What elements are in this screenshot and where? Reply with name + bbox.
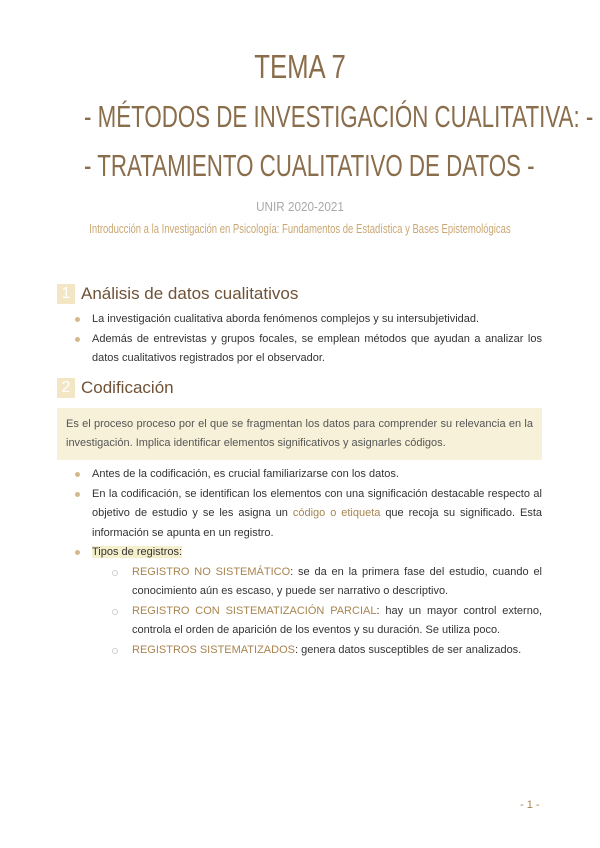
bullet-dot-icon xyxy=(75,492,80,497)
highlighted-text: Tipos de registros: xyxy=(92,546,183,558)
registro-name: REGISTRO NO SISTEMÁTICO xyxy=(132,565,291,578)
course-name: Introducción a la Investigación en Psicología: Fundamentos de Estadística y Bases Epistemológicas xyxy=(89,222,511,236)
circle-bullet-icon xyxy=(112,648,118,654)
registro-name: REGISTRO CON SISTEMATIZACIÓN PARCIAL xyxy=(132,604,377,617)
section-title: Análisis de datos cualitativos xyxy=(81,284,299,303)
section-number: 2 xyxy=(57,378,75,398)
list-item: La investigación cualitativa aborda fenómenos complejos y su intersubjetividad. xyxy=(75,310,542,330)
section-2-list xyxy=(75,465,542,660)
doc-subtitle: UNIR 2020-2021 xyxy=(256,199,344,214)
list-item xyxy=(75,543,542,660)
section-1-heading xyxy=(57,284,298,304)
bullet-dot-icon xyxy=(75,550,80,555)
bullet-dot-icon xyxy=(75,317,80,322)
page-number: - 1 - xyxy=(520,799,540,811)
section-title: Codificación xyxy=(81,378,174,397)
highlight-term: código o etiqueta xyxy=(292,507,381,519)
registro-name: REGISTROS SISTEMATIZADOS xyxy=(132,643,295,656)
bullet-dot-icon xyxy=(75,472,80,477)
sub-list xyxy=(92,563,542,661)
sub-list-item: REGISTRO CON SISTEMATIZACIÓN PARCIAL: hay un mayor control externo, controla el orden de aparición de los eventos y su duración. Se utiliza poco. xyxy=(112,602,542,641)
section-1-list xyxy=(75,310,542,369)
doc-title-line3: - TRATAMIENTO CUALITATIVO DE DATOS - xyxy=(83,148,535,183)
sub-list-item: REGISTRO NO SISTEMÁTICO: se da en la primera fase del estudio, cuando el conocimiento aún es escaso, y puede ser narrativo o descriptivo. xyxy=(112,563,542,602)
list-item: Antes de la codificación, es crucial familiarizarse con los datos. xyxy=(75,465,542,485)
definition-box: Es el proceso proceso por el que se fragmentan los datos para comprender su relevancia en la investigación. Implica identificar elementos significativos y asignarles códigos. xyxy=(57,408,542,460)
section-2-heading xyxy=(57,378,174,398)
doc-title: TEMA 7 xyxy=(254,48,346,85)
bullet-dot-icon xyxy=(75,337,80,342)
circle-bullet-icon xyxy=(112,570,118,576)
doc-title-line2: - MÉTODOS DE INVESTIGACIÓN CUALITATIVA: - xyxy=(83,99,594,134)
circle-bullet-icon xyxy=(112,609,118,615)
list-item: Además de entrevistas y grupos focales, se emplean métodos que ayudan a analizar los datos cualitativos registrados por el observador. xyxy=(75,330,542,369)
sub-list-item: REGISTROS SISTEMATIZADOS: genera datos susceptibles de ser analizados. xyxy=(112,641,542,661)
section-number: 1 xyxy=(57,284,75,304)
list-item: En la codificación, se identifican los elementos con una significación destacable respecto al objetivo de estudio y se les asigna un código o etiqueta que recoja su significado. Esta información se apunta en un registro. xyxy=(75,485,542,544)
